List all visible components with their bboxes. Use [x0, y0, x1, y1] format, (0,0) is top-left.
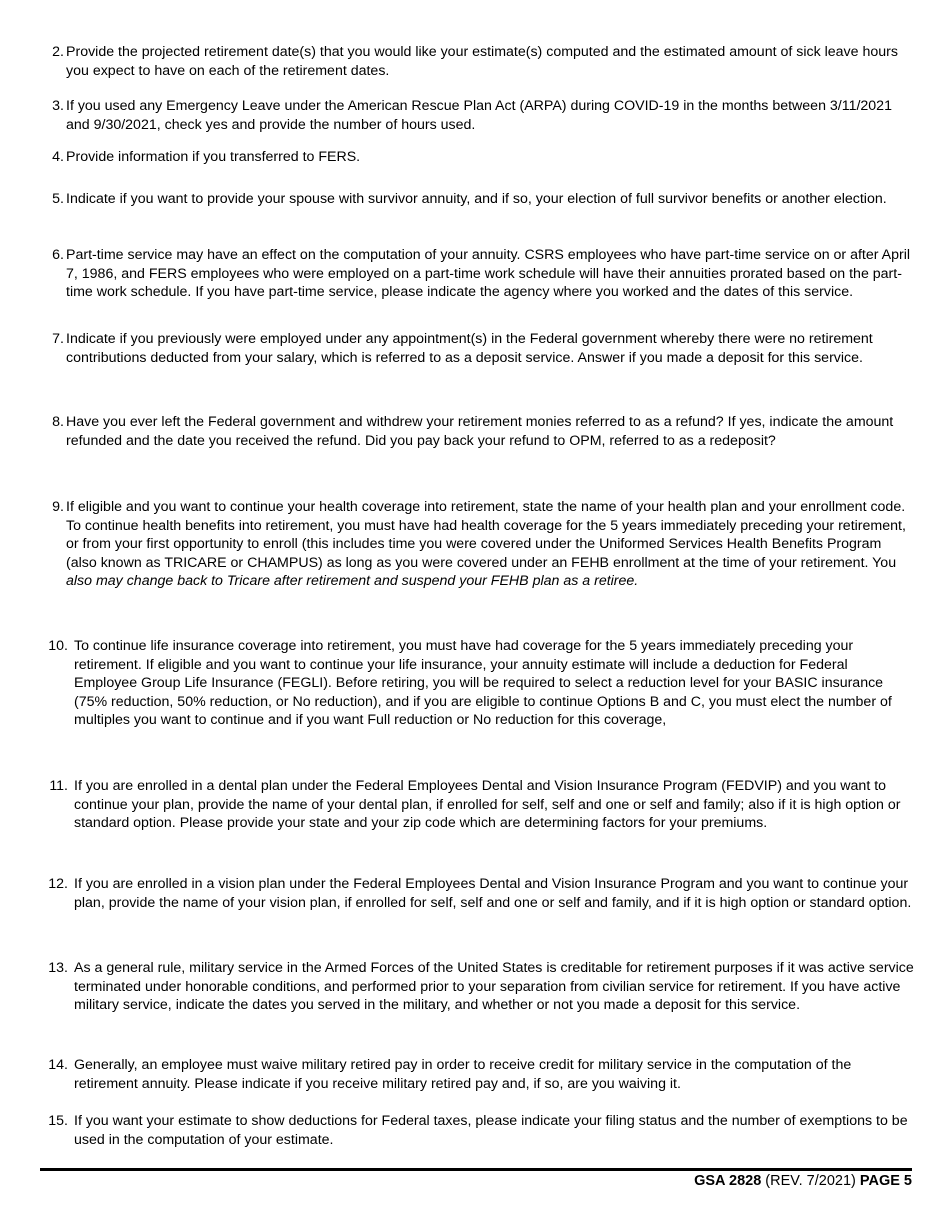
instruction-number: 9.: [52, 499, 64, 515]
instruction-item-14: [42, 1056, 914, 1093]
instruction-item-4: [42, 148, 914, 167]
footer-divider: [40, 1168, 912, 1171]
instruction-item-8: [42, 413, 914, 450]
instruction-text: [66, 498, 914, 591]
form-id: GSA 2828: [694, 1173, 762, 1189]
instruction-item-10: [42, 637, 914, 730]
instruction-number: 13.: [48, 960, 68, 976]
instruction-item-6: [42, 246, 914, 302]
instruction-item-13: [42, 959, 914, 1015]
instruction-number: 7.: [52, 331, 64, 347]
instruction-text: Provide the projected retirement date(s) that you would like your estimate(s) computed and the estimated amount of sick leave hours you expect to have on each of the retirement dates.: [66, 44, 898, 79]
instruction-text: As a general rule, military service in the Armed Forces of the United States is creditable for retirement purposes if it was active service terminated under honorable conditions, and performed prior to your separation from civilian service for retirement. If you have active military service, indicate the dates you served in the military, and whether or not you made a deposit for this service.: [74, 960, 914, 1014]
instruction-text-italic: also may change back to Tricare after retirement and suspend your FEHB plan as a retiree.: [66, 573, 639, 590]
instruction-text: Provide information if you transferred to FERS.: [66, 149, 361, 165]
instruction-text: Have you ever left the Federal government and withdrew your retirement monies referred to as a refund? If yes, indicate the amount refunded and the date you received the refund. Did you pay back your refund to OPM, referred to as a redeposit?: [66, 414, 894, 449]
page-footer: [694, 1172, 912, 1190]
instruction-text: If you want your estimate to show deductions for Federal taxes, please indicate your filing status and the number of exemptions to be used in the computation of your estimate.: [74, 1113, 908, 1148]
instruction-number: 6.: [52, 247, 64, 263]
instruction-number: 11.: [49, 778, 68, 794]
instruction-text: To continue life insurance coverage into retirement, you must have had coverage for the 5 years immediately preceding your retirement. If eligible and you want to continue your life insurance, your annuity estimate will include a deduction for Federal Employee Group Life Insurance (FEGLI). Before retiring, you will be required to select a reduction level for your BASIC insurance (75% reduction, 50% reduction, or No reduction), and if you are eligible to continue Options B and C, you must elect the number of multiples you want to continue and if you want Full reduction or No reduction for this coverage,: [74, 638, 892, 729]
instruction-item-9: [42, 498, 914, 591]
instruction-number: 12.: [48, 876, 68, 892]
instruction-text-regular: If eligible and you want to continue your health coverage into retirement, state the name of your health plan and your enrollment code. To continue health benefits into retirement, you must have had health coverage for the 5 years immediately preceding your retirement, or from your first opportunity to enroll (this includes time you were covered under the Uniformed Services Health Benefits Program (also known as TRICARE or CHAMPUS) as long as you were covered under an FEHB enrollment at the time of your retirement. You: [66, 499, 906, 571]
instruction-item-15: [42, 1112, 914, 1149]
instruction-item-5: [42, 190, 914, 209]
instruction-text: If you are enrolled in a dental plan under the Federal Employees Dental and Vision Insurance Program (FEDVIP) and you want to continue your plan, provide the name of your dental plan, if enrolled for self, self and one or self and family; also if it is high option or standard option. Please provide your state and your zip code which are determining factors for your premiums.: [74, 778, 901, 832]
form-revision: (REV. 7/2021): [765, 1173, 856, 1189]
instruction-text: Generally, an employee must waive military retired pay in order to receive credit for military service in the computation of the retirement annuity. Please indicate if you receive military retired pay and, if so, are you waiving it.: [74, 1057, 852, 1092]
instruction-text: Indicate if you previously were employed under any appointment(s) in the Federal government whereby there were no retirement contributions deducted from your salary, which is referred to as a deposit service. Answer if you made a deposit for this service.: [66, 331, 873, 366]
instruction-number: 8.: [52, 414, 64, 430]
instruction-number: 14.: [48, 1057, 68, 1073]
instruction-item-2: [42, 43, 914, 80]
instruction-text: Indicate if you want to provide your spouse with survivor annuity, and if so, your election of full survivor benefits or another election.: [66, 191, 887, 207]
instruction-number: 10.: [48, 638, 68, 654]
instruction-number: 5.: [52, 191, 64, 207]
instruction-number: 4.: [52, 149, 64, 165]
instruction-item-3: [42, 97, 914, 134]
instruction-item-11: [42, 777, 914, 833]
instruction-item-12: [42, 875, 914, 912]
instruction-text: Part-time service may have an effect on the computation of your annuity. CSRS employees who have part-time service on or after April 7, 1986, and FERS employees who were employed on a part-time work schedule will have their annuities prorated based on the part-time work schedule. If you have part-time service, please indicate the agency where you worked and the dates of this service.: [66, 247, 911, 301]
instruction-number: 2.: [52, 44, 64, 60]
instruction-item-7: [42, 330, 914, 367]
instruction-number: 3.: [52, 98, 64, 114]
instruction-text: If you are enrolled in a vision plan under the Federal Employees Dental and Vision Insurance Program and you want to continue your plan, provide the name of your vision plan, if enrolled for self, self and one or self and family, and if it is high option or standard option.: [74, 876, 912, 911]
instruction-number: 15.: [48, 1113, 68, 1129]
page-number: PAGE 5: [859, 1173, 912, 1189]
instruction-text: If you used any Emergency Leave under the American Rescue Plan Act (ARPA) during COVID-19 in the months between 3/11/2021 and 9/30/2021, check yes and provide the number of hours used.: [66, 98, 892, 133]
